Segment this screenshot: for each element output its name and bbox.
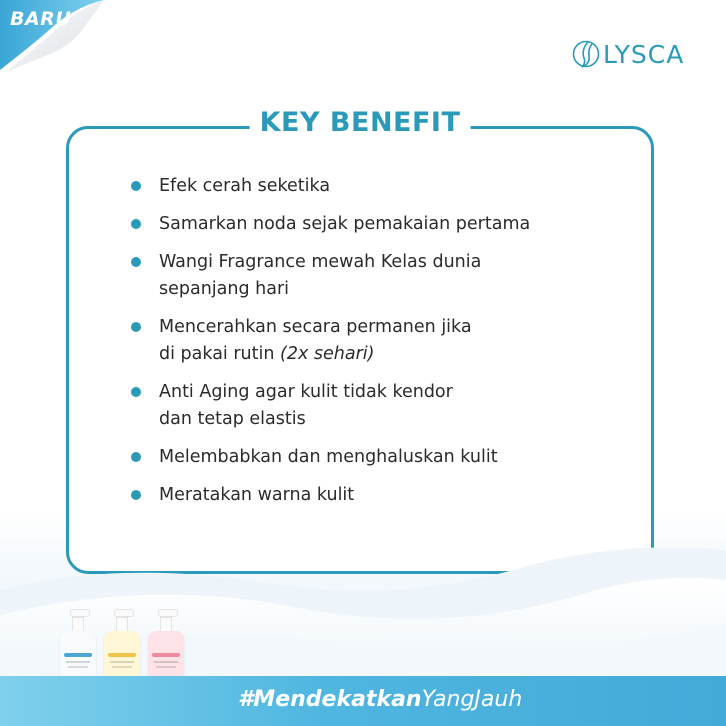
benefit-text-continued: di pakai rutin — [159, 344, 281, 364]
new-badge — [0, 0, 110, 80]
hashtag-regular: YangJauh — [421, 687, 523, 712]
bullet-icon — [131, 219, 141, 229]
hashtag-bold: #Mendekatkan — [238, 687, 422, 712]
benefit-list — [131, 173, 631, 509]
benefit-item — [131, 444, 631, 471]
new-badge-label: BARU — [10, 8, 72, 30]
benefit-card — [66, 107, 654, 574]
benefit-item — [131, 249, 631, 303]
lysca-logo-icon — [571, 36, 601, 72]
benefit-text: Anti Aging agar kulit tidak kendor — [159, 382, 453, 402]
benefit-text: Samarkan noda sejak pemakaian pertama — [159, 214, 531, 234]
bullet-icon — [131, 257, 141, 267]
benefit-text-continued: dan tetap elastis — [159, 409, 306, 429]
bullet-icon — [131, 490, 141, 500]
benefit-text: Mencerahkan secara permanen jika — [159, 317, 472, 337]
benefit-item — [131, 482, 631, 509]
card-title: KEY BENEFIT — [250, 107, 471, 138]
hashtag-banner — [0, 676, 726, 726]
benefit-item — [131, 314, 631, 368]
bullet-icon — [131, 322, 141, 332]
bullet-icon — [131, 387, 141, 397]
brand-logo — [571, 36, 684, 72]
benefit-text: Efek cerah seketika — [159, 176, 331, 196]
benefit-text-continued: sepanjang hari — [159, 279, 290, 299]
benefit-item — [131, 211, 631, 238]
benefit-text: Wangi Fragrance mewah Kelas dunia — [159, 252, 482, 272]
bullet-icon — [131, 452, 141, 462]
campaign-hashtag — [238, 687, 522, 712]
benefit-item — [131, 173, 631, 200]
benefit-frequency-note: (2x sehari) — [280, 344, 375, 364]
benefit-text: Melembabkan dan menghaluskan kulit — [159, 447, 498, 467]
benefit-text: Meratakan warna kulit — [159, 485, 355, 505]
bullet-icon — [131, 181, 141, 191]
brand-name: LYSCA — [603, 39, 685, 69]
benefit-item — [131, 379, 631, 433]
